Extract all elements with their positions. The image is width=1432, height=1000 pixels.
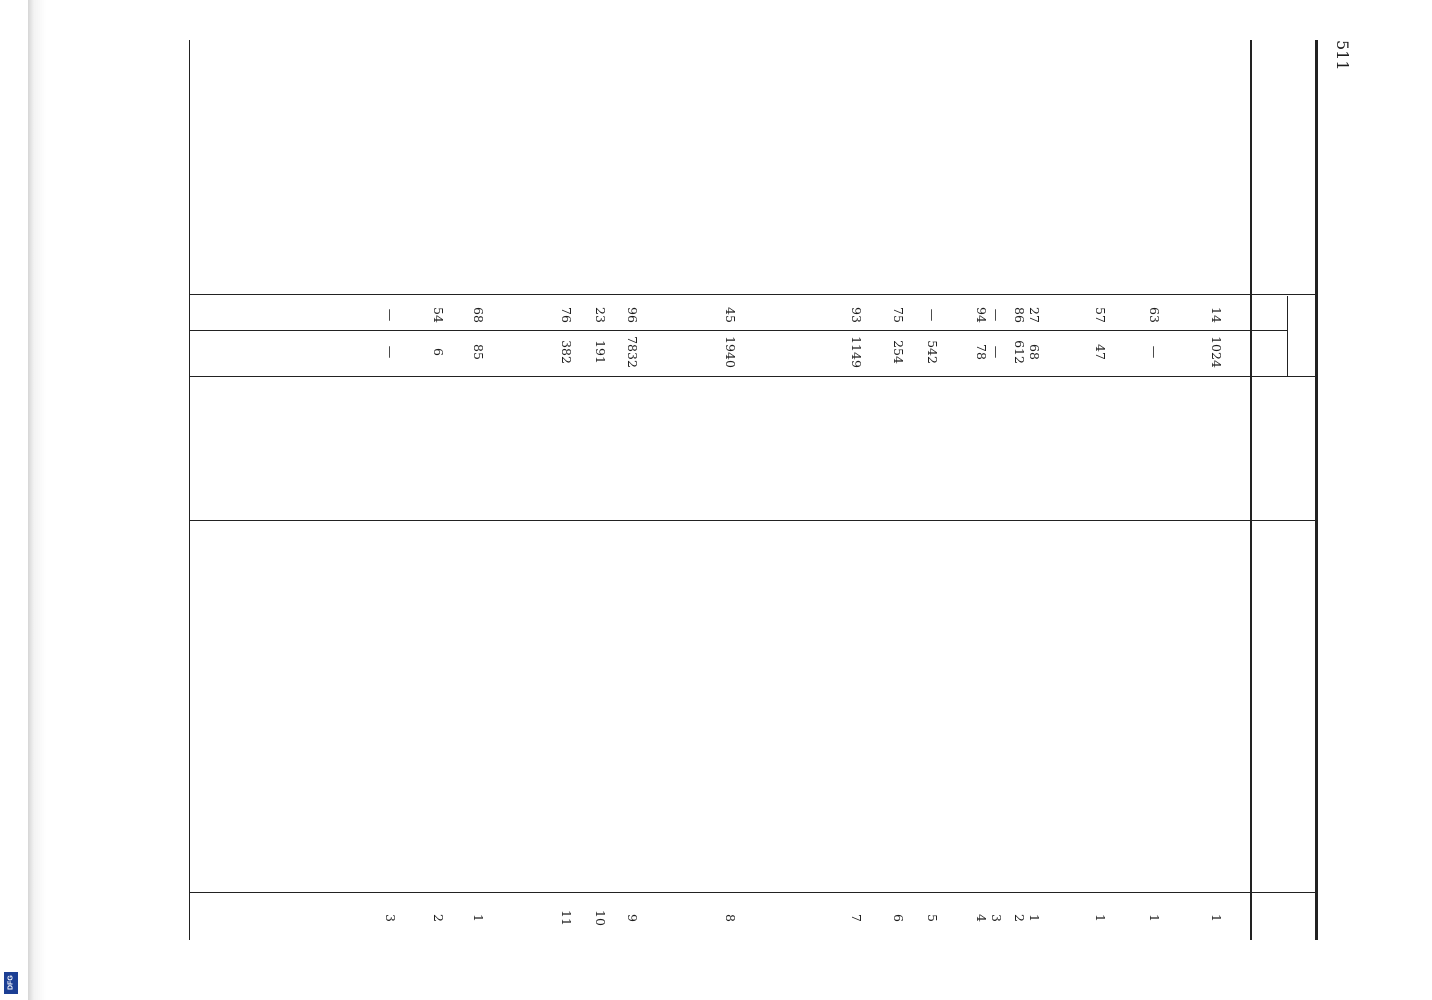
row-ar: 542 bbox=[925, 340, 940, 364]
row-ar: — bbox=[383, 345, 398, 359]
row-nr: 9 bbox=[625, 914, 640, 922]
row-nr: 1 bbox=[1147, 914, 1162, 922]
row-ar: 1940 bbox=[723, 336, 738, 368]
row-ar: 1024 bbox=[1209, 336, 1224, 368]
row-ar: 382 bbox=[559, 340, 574, 364]
row-ar: — bbox=[1147, 345, 1162, 359]
col-rule-qm bbox=[190, 330, 1288, 331]
row-qm: 14 bbox=[1209, 307, 1224, 323]
size-subhead-rule bbox=[1287, 296, 1288, 376]
row-qm: 54 bbox=[431, 307, 446, 323]
col-rule-size bbox=[190, 376, 1318, 377]
row-ar: 1149 bbox=[849, 336, 864, 368]
row-qm: — bbox=[383, 308, 398, 322]
row-ar: 68 612 bbox=[1012, 340, 1042, 364]
col-rule-remarks bbox=[190, 294, 1318, 295]
row-ar: 7832 bbox=[625, 336, 640, 368]
row-qm: 45 bbox=[723, 307, 738, 323]
row-nr: 6 bbox=[891, 914, 906, 922]
row-qm: 57 bbox=[1093, 307, 1108, 323]
rotated-document-page bbox=[160, 40, 1360, 940]
row-nr: 3 4 bbox=[974, 914, 1004, 922]
col-rule-authority bbox=[190, 520, 1318, 521]
row-ar: 47 bbox=[1093, 344, 1108, 360]
row-nr: 1 2 bbox=[1012, 914, 1042, 922]
row-ar: 191 bbox=[593, 340, 608, 364]
row-nr: 10 bbox=[593, 910, 608, 926]
row-nr: 1 bbox=[1209, 914, 1224, 922]
row-nr: 11 bbox=[559, 910, 574, 926]
dfg-logo: DFG bbox=[4, 972, 18, 994]
row-nr: 1 bbox=[1093, 914, 1108, 922]
row-nr: 5 bbox=[925, 914, 940, 922]
row-qm: 93 bbox=[849, 307, 864, 323]
row-nr: 8 bbox=[723, 914, 738, 922]
row-nr: 3 bbox=[383, 914, 398, 922]
row-qm: 63 bbox=[1147, 307, 1162, 323]
row-ar: 6 bbox=[431, 348, 446, 356]
row-qm: 68 bbox=[471, 307, 486, 323]
row-qm: 75 bbox=[891, 307, 906, 323]
row-qm: 23 bbox=[593, 307, 608, 323]
page-number: 511 bbox=[1333, 40, 1352, 71]
page-header bbox=[1320, 40, 1360, 940]
row-ar: 85 bbox=[471, 344, 486, 360]
row-qm: — bbox=[925, 308, 940, 322]
row-nr: 7 bbox=[849, 914, 864, 922]
col-rule-description bbox=[190, 892, 1318, 893]
row-nr: 2 bbox=[431, 914, 446, 922]
digitization-credit bbox=[2, 600, 24, 990]
row-qm: — 94 bbox=[974, 307, 1004, 323]
row-qm: 96 bbox=[625, 307, 640, 323]
row-qm: 76 bbox=[559, 307, 574, 323]
bottom-rule bbox=[189, 40, 190, 940]
row-ar: — 78 bbox=[974, 344, 1004, 360]
header-rule bbox=[1251, 40, 1253, 940]
row-ar: 254 bbox=[891, 340, 906, 364]
row-qm: 27 86 bbox=[1012, 307, 1042, 323]
top-rule bbox=[1315, 40, 1318, 940]
row-nr: 1 bbox=[471, 914, 486, 922]
